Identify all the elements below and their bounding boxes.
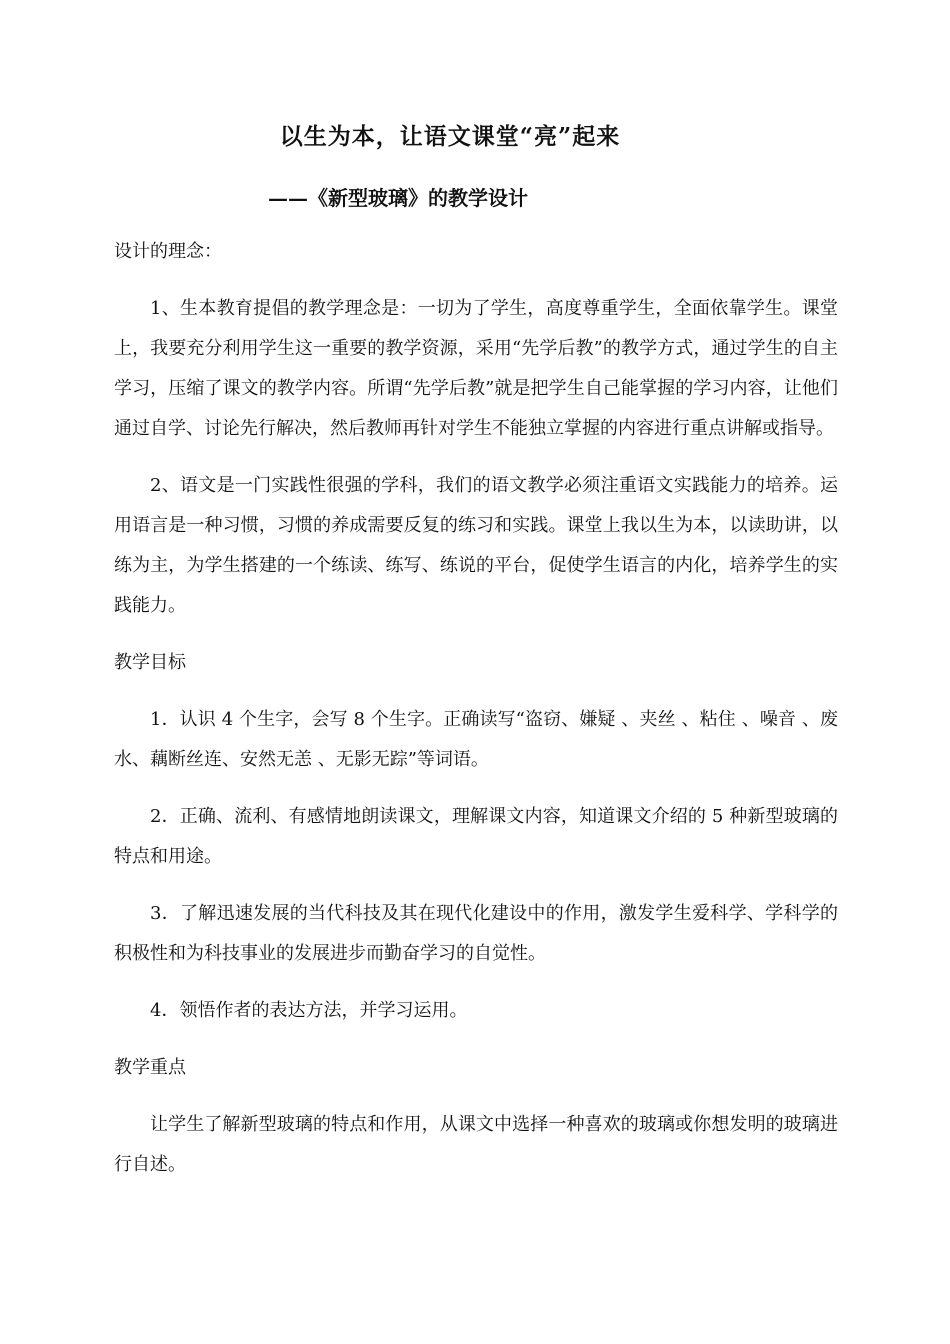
section-heading: 教学重点: [114, 1057, 186, 1078]
paragraph: 3．了解迅速发展的当代科技及其在现代化建设中的作用，激发学生爱科学、学科学的积极性和为科技事业的发展进步而勤奋学习的自觉性。: [114, 903, 838, 964]
paragraph: 1、生本教育提倡的教学理念是：一切为了学生，高度尊重学生，全面依靠学生。课堂上，我要充分利用学生这一重要的教学资源，采用“先学后教”的教学方式，通过学生的自主学习，压缩了课文的教学内容。所谓“先学后教”就是把学生自己能掌握的学习内容，让他们通过自学、讨论先行解决，然后教师再针对学生不能独立掌握的内容进行重点讲解或指导。: [114, 298, 838, 439]
paragraph: 2、语文是一门实践性很强的学科，我们的语文教学必须注重语文实践能力的培养。运用语言是一种习惯，习惯的养成需要反复的练习和实践。课堂上我以生为本，以读助讲，以练为主，为学生搭建的一个练读、练写、练说的平台，促使学生语言的内化，培养学生的实践能力。: [114, 475, 838, 616]
document-title: 以生为本，让语文课堂“亮”起来: [279, 123, 621, 150]
section-heading: 教学目标: [114, 652, 186, 673]
document-body: [114, 232, 838, 1202]
section-teaching-goals: [114, 643, 838, 1031]
section-teaching-focus: [114, 1048, 838, 1185]
section-heading: 设计的理念：: [114, 241, 222, 262]
document-subtitle: ——《新型玻璃》的教学设计: [268, 186, 528, 210]
paragraph: 1．认识 4 个生字，会写 8 个生字。正确读写“盗窃、嫌疑 、夹丝 、粘住 、噪音 、废水、藕断丝连、安然无恙 、无影无踪”等词语。: [114, 709, 838, 770]
section-design-concept: [114, 232, 838, 626]
paragraph: 2．正确、流利、有感情地朗读课文，理解课文内容，知道课文介绍的 5 种新型玻璃的特点和用途。: [114, 806, 838, 867]
paragraph: 4．领悟作者的表达方法，并学习运用。: [150, 1000, 468, 1021]
paragraph: 让学生了解新型玻璃的特点和作用，从课文中选择一种喜欢的玻璃或你想发明的玻璃进行自述。: [114, 1114, 838, 1175]
